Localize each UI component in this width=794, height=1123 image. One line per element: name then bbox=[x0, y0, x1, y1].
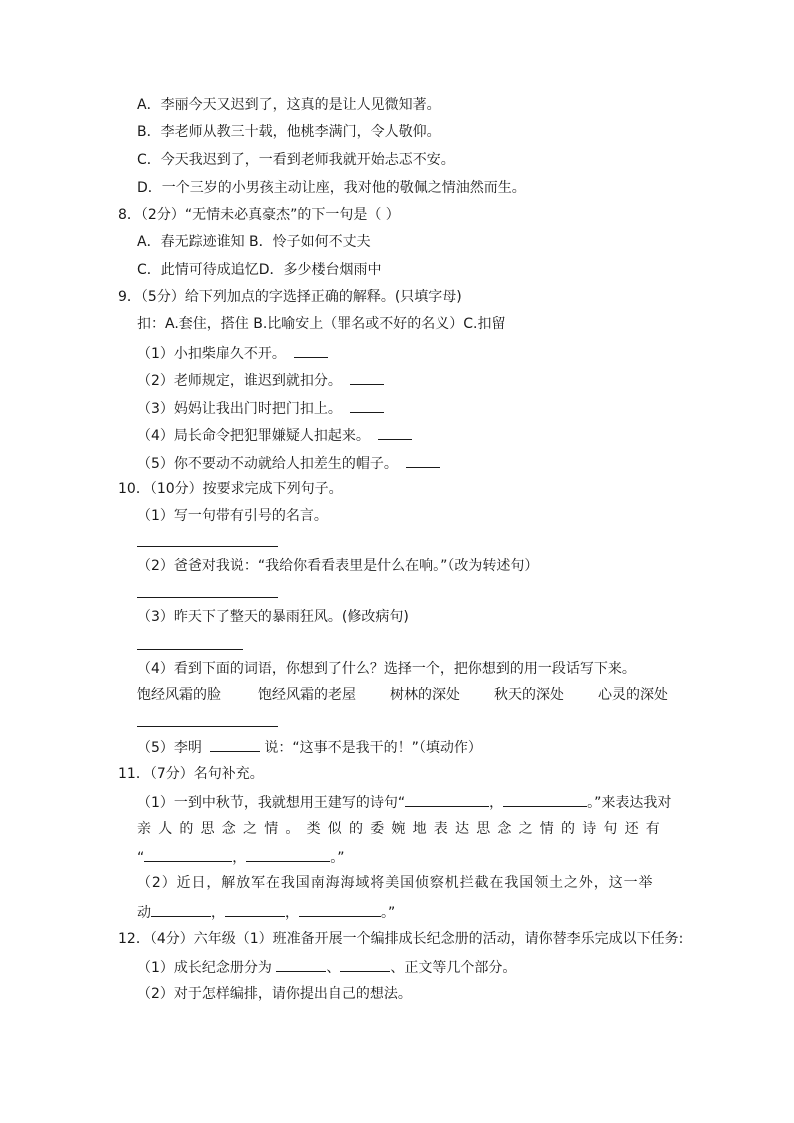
answer-blank[interactable] bbox=[151, 902, 211, 917]
answer-blank[interactable] bbox=[246, 847, 330, 862]
q11-part-1-line-2: 亲人的思念之情。类似的委婉地表达思念之情的诗句还有 bbox=[137, 821, 667, 837]
answer-line[interactable] bbox=[137, 597, 278, 598]
word-option: 心灵的深处 bbox=[598, 687, 668, 703]
answer-blank[interactable] bbox=[503, 792, 587, 807]
q8-stem: 8．（2分）“无情未必真豪杰”的下一句是（ ） bbox=[118, 207, 400, 223]
q10-task-5: （5）李明 说：“这事不是我干的！”（填动作） bbox=[137, 737, 482, 757]
q11-part-1-line-3: “ ， 。” bbox=[137, 847, 345, 867]
q9-item-2: （2）老师规定，谁迟到就扣分。 bbox=[137, 370, 384, 390]
q9-item-3: （3）妈妈让我出门时把门扣上。 bbox=[137, 398, 384, 418]
q7-option-c: C．今天我迟到了，一看到老师我就开始忐忑不安。 bbox=[137, 152, 455, 168]
q10-task-3: （3）昨天下了整天的暴雨狂风。(修改病句) bbox=[137, 609, 409, 625]
q7-option-d: D．一个三岁的小男孩主动让座，我对他的敬佩之情油然而生。 bbox=[137, 180, 526, 196]
word-option: 饱经风霜的老屋 bbox=[258, 687, 356, 703]
q11-stem: 11．（7分）名句补充。 bbox=[118, 766, 264, 782]
answer-blank[interactable] bbox=[294, 343, 328, 358]
answer-line[interactable] bbox=[137, 649, 243, 650]
q9-definitions: 扣：A.套住，搭住 B.比喻安上（罪名或不好的名义）C.扣留 bbox=[137, 316, 506, 332]
q12-task-2: （2）对于怎样编排，请你提出自己的想法。 bbox=[137, 986, 412, 1002]
q7-option-a: A．李丽今天又迟到了，这真的是让人见微知著。 bbox=[137, 97, 441, 113]
answer-blank[interactable] bbox=[340, 957, 390, 972]
q10-task-2: （2）爸爸对我说：“我给你看看表里是什么在响。”（改为转述句） bbox=[137, 558, 539, 574]
q11-part-2-line-2: 动 ， ， 。” bbox=[137, 902, 395, 922]
answer-blank[interactable] bbox=[406, 453, 440, 468]
answer-blank[interactable] bbox=[350, 370, 384, 385]
answer-blank[interactable] bbox=[299, 902, 381, 917]
q11-part-1-line-1: （1）一到中秋节，我就想用王建写的诗句“ ， 。”来表达我对 bbox=[137, 792, 671, 812]
answer-blank[interactable] bbox=[378, 425, 412, 440]
answer-blank[interactable] bbox=[276, 957, 326, 972]
q12-stem: 12．（4分）六年级（1）班准备开展一个编排成长纪念册的活动，请你替李乐完成以下任务: bbox=[118, 931, 684, 947]
answer-blank[interactable] bbox=[405, 792, 489, 807]
q9-item-1: （1）小扣柴扉久不开。 bbox=[137, 343, 328, 363]
q10-task-4: （4）看到下面的词语，你想到了什么？选择一个，把你想到的用一段话写下来。 bbox=[137, 661, 636, 677]
answer-blank[interactable] bbox=[210, 737, 260, 752]
q9-stem: 9．（5分）给下列加点的字选择正确的解释。(只填字母) bbox=[118, 289, 462, 305]
word-option: 树林的深处 bbox=[390, 687, 460, 703]
answer-line[interactable] bbox=[137, 546, 278, 547]
word-option: 秋天的深处 bbox=[494, 687, 564, 703]
q9-item-4: （4）局长命令把犯罪嫌疑人扣起来。 bbox=[137, 425, 412, 445]
answer-blank[interactable] bbox=[350, 398, 384, 413]
q10-task-1: （1）写一句带有引号的名言。 bbox=[137, 508, 328, 524]
q10-stem: 10．（10分）按要求完成下列句子。 bbox=[118, 481, 343, 497]
q8-options-cd: C．此情可待成追忆D．多少楼台烟雨中 bbox=[137, 262, 382, 278]
q9-item-5: （5）你不要动不动就给人扣差生的帽子。 bbox=[137, 453, 440, 473]
q7-option-b: B．李老师从教三十载，他桃李满门，令人敬仰。 bbox=[137, 124, 441, 140]
q11-part-2-line-1: （2）近日，解放军在我国南海海域将美国侦察机拦截在我国领土之外，这一举 bbox=[137, 875, 654, 891]
answer-line[interactable] bbox=[137, 726, 278, 727]
answer-blank[interactable] bbox=[225, 902, 285, 917]
word-option: 饱经风霜的脸 bbox=[137, 687, 221, 703]
answer-blank[interactable] bbox=[144, 847, 232, 862]
q8-options-ab: A．春无踪迹谁知 B．怜子如何不丈夫 bbox=[137, 234, 371, 250]
q12-task-1: （1）成长纪念册分为 、 、正文等几个部分。 bbox=[137, 957, 516, 977]
